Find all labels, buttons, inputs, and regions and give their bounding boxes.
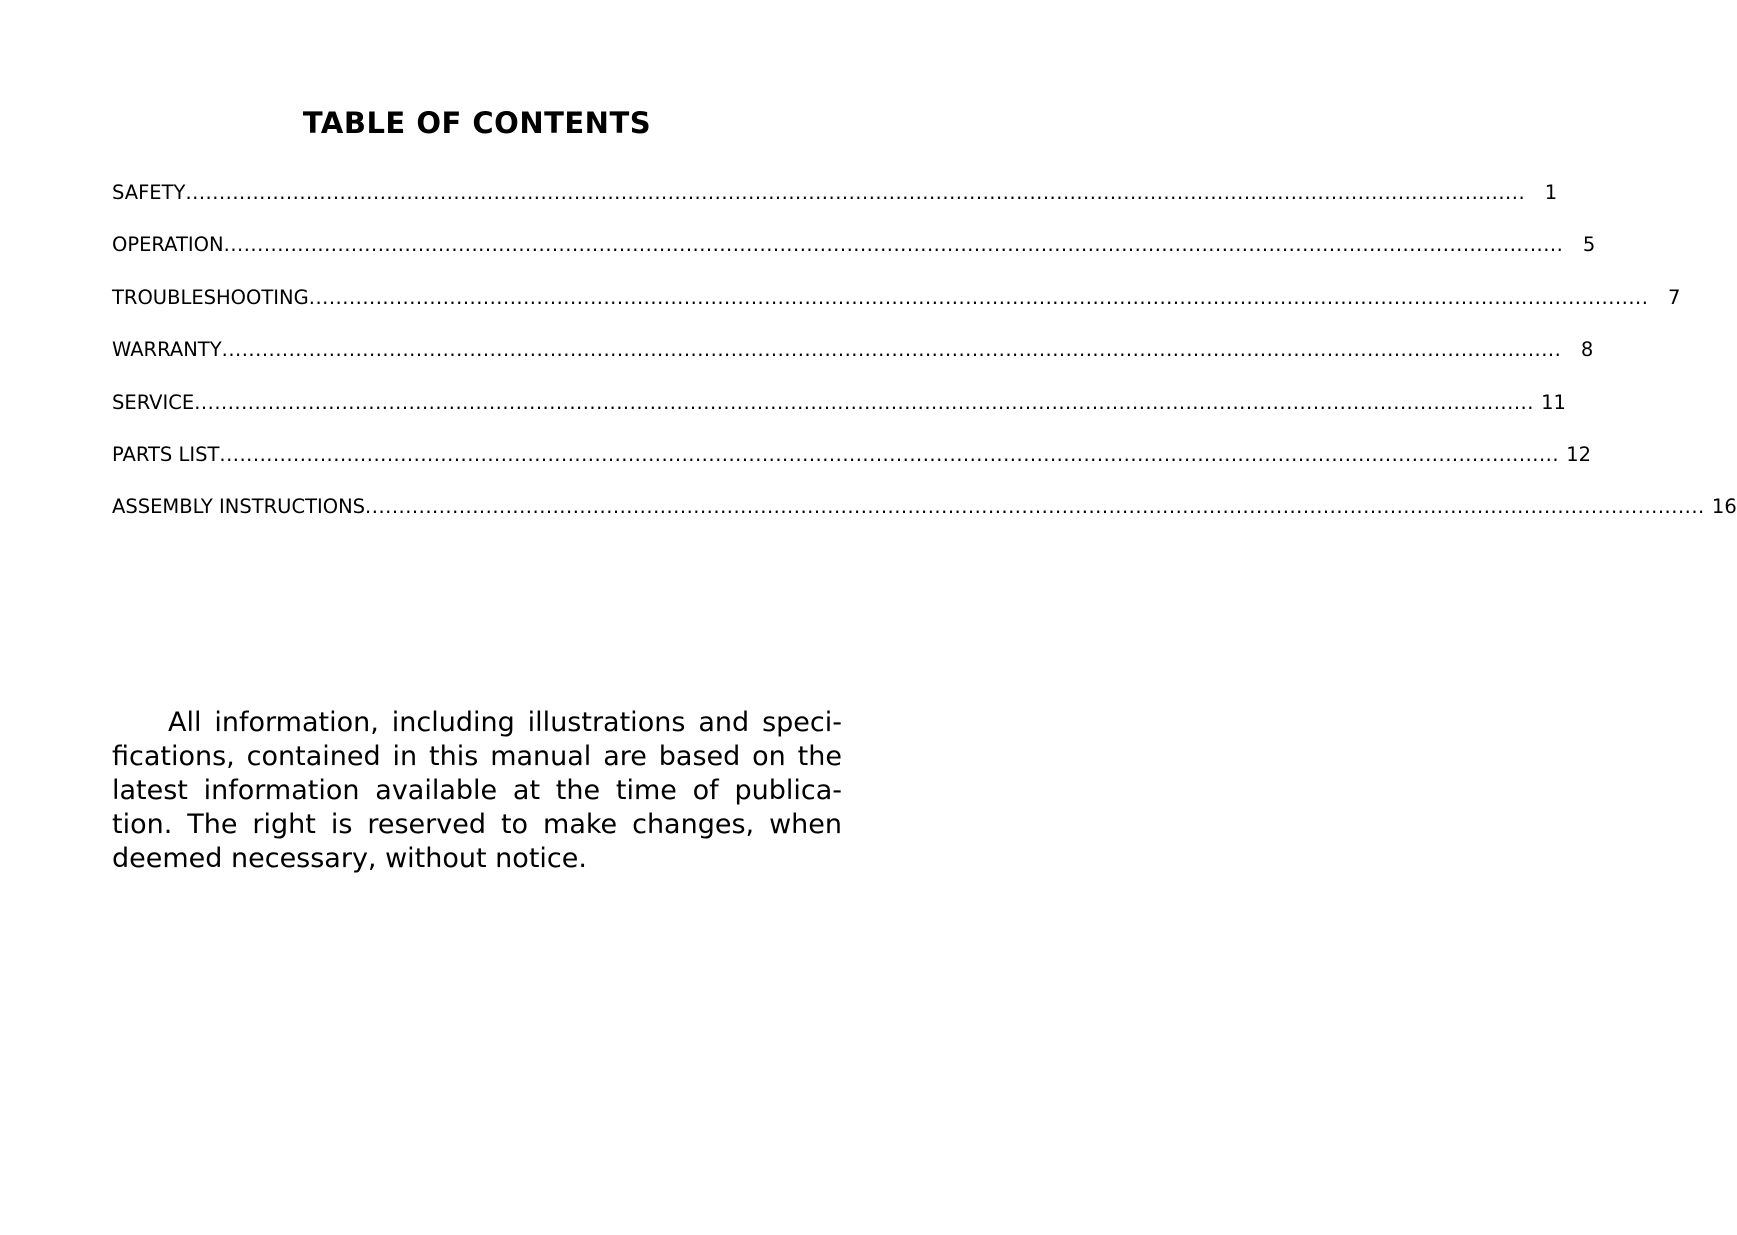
table-of-contents xyxy=(112,181,1737,548)
toc-entry-page: 8 xyxy=(1580,338,1594,362)
toc-entry xyxy=(112,181,1558,233)
page-title: TABLE OF CONTENTS xyxy=(302,106,652,140)
toc-entry-label: ASSEMBLY INSTRUCTIONS xyxy=(112,495,366,519)
toc-leader-dots: ........................................................................................................................................................................................................ xyxy=(221,338,1562,362)
toc-entry-label: TROUBLESHOOTING xyxy=(112,285,309,309)
toc-entry-page: 1 xyxy=(1544,181,1558,204)
toc-entry-label: PARTS LIST xyxy=(112,442,220,466)
toc-entry-page: 5 xyxy=(1582,233,1596,257)
toc-entry-label: SAFETY xyxy=(112,181,186,204)
toc-entry-page: 12 xyxy=(1566,442,1592,466)
toc-entry-label: WARRANTY xyxy=(112,338,222,362)
toc-entry xyxy=(112,495,1737,547)
toc-leader-dots: ........................................................................................................................................................................................................ xyxy=(194,390,1534,414)
toc-entry xyxy=(112,442,1592,495)
toc-entry xyxy=(112,233,1596,285)
toc-entry-page: 11 xyxy=(1541,390,1566,414)
toc-leader-dots: ........................................................................................................................................................................................................ xyxy=(223,233,1564,257)
toc-leader-dots: ........................................................................................................................................................................................................ xyxy=(219,442,1560,466)
toc-leader-dots: ........................................................................................................................................................................................................ xyxy=(308,285,1649,309)
disclaimer-paragraph: All information, including illustrations and specifications, contained in this manual are based on the latest information available at the time of publication. The right is reserved to make changes, when deemed necessary, without notice. xyxy=(112,707,842,874)
toc-entry xyxy=(112,390,1566,443)
toc-entry xyxy=(112,338,1594,390)
toc-leader-dots: ........................................................................................................................................................................................................ xyxy=(365,495,1705,519)
toc-entry-page: 7 xyxy=(1668,285,1681,309)
toc-entry-label: SERVICE xyxy=(112,390,195,414)
toc-leader-dots: ........................................................................................................................................................................................................ xyxy=(185,181,1526,204)
toc-entry xyxy=(112,285,1681,338)
toc-entry-label: OPERATION xyxy=(112,233,224,257)
toc-entry-page: 16 xyxy=(1711,495,1737,519)
